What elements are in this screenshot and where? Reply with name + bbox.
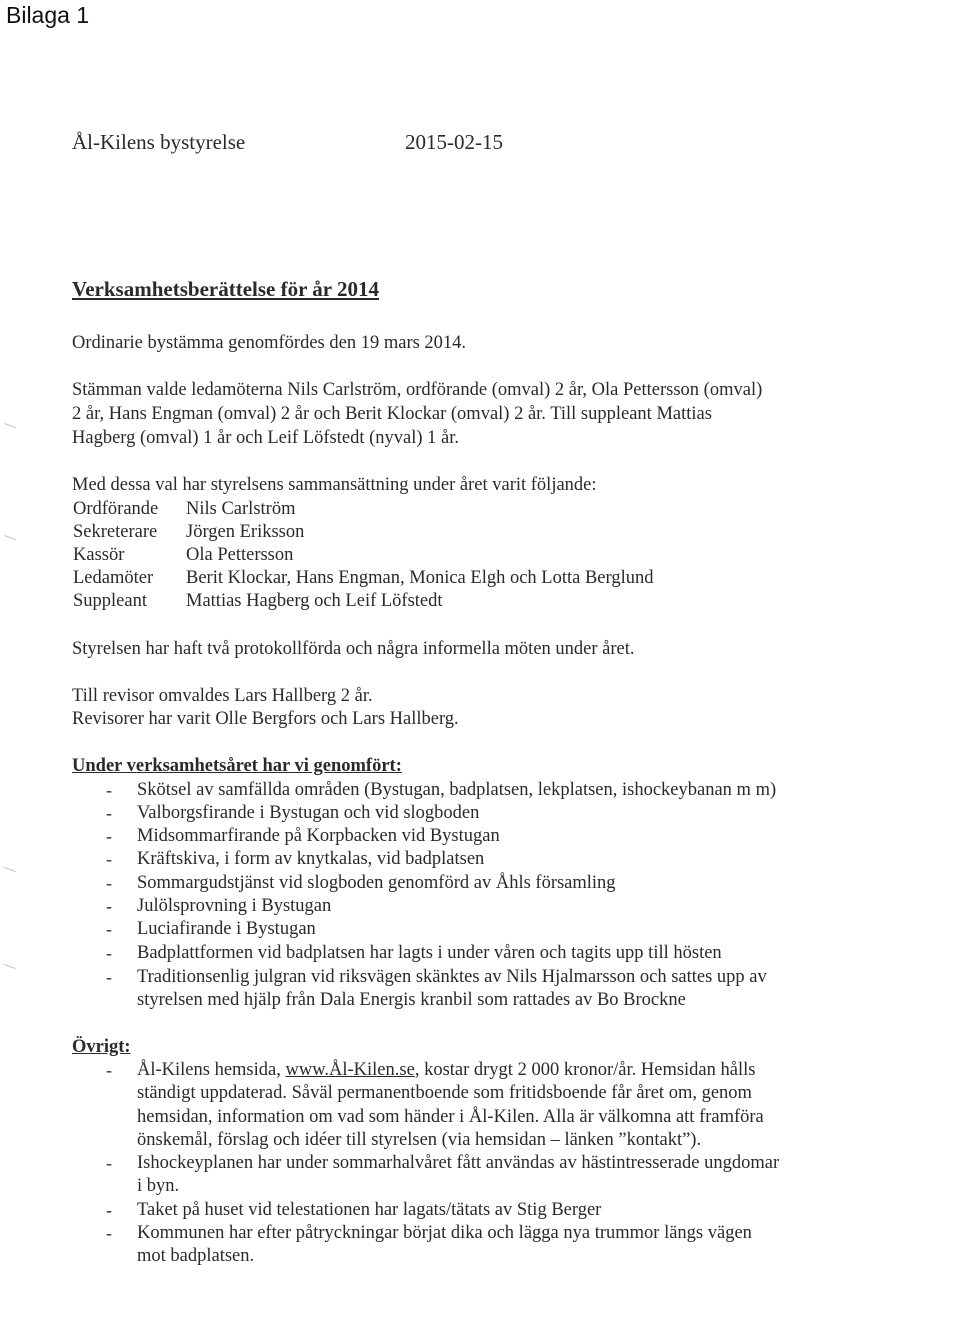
board-role: Kassör [73, 545, 125, 565]
ditch-item-continued: mot badplatsen. [137, 1246, 255, 1266]
scan-edge-mark [4, 867, 16, 872]
list-bullet: - [106, 1060, 112, 1080]
list-bullet: - [106, 967, 112, 987]
scan-edge-mark [4, 535, 16, 540]
board-role: Ordförande [73, 499, 159, 519]
board-member: Ola Pettersson [186, 545, 294, 565]
website-item-continued: hemsidan, information om vad som händer i Ål-Kilen. Alla är välkomna att framföra [137, 1107, 764, 1127]
board-member: Jörgen Eriksson [186, 522, 305, 542]
website-link[interactable]: www.Ål-Kilen.se [285, 1060, 415, 1080]
board-member: Nils Carlström [186, 499, 296, 519]
election-line: Stämman valde ledamöterna Nils Carlström, ordförande (omval) 2 år, Ola Pettersson (omval) [72, 380, 763, 400]
election-line: 2 år, Hans Engman (omval) 2 år och Berit Klockar (omval) 2 år. Till suppleant Mattias [72, 404, 712, 424]
list-bullet: - [106, 919, 112, 939]
scan-edge-mark [4, 423, 16, 428]
board-role: Sekreterare [73, 522, 158, 542]
activity-item: Skötsel av samfällda områden (Bystugan, badplatsen, lekplatsen, ishockeybanan m m) [137, 780, 777, 800]
activities-heading: Under verksamhetsåret har vi genomfört: [72, 756, 402, 776]
activity-item-continued: styrelsen med hjälp från Dala Energis kranbil som rattades av Bo Brockne [137, 990, 686, 1010]
list-bullet: - [106, 780, 112, 800]
list-bullet: - [106, 803, 112, 823]
website-item-continued: ständigt uppdaterad. Såväl permanentboende som fritidsboende får året om, genom [137, 1083, 752, 1103]
list-bullet: - [106, 1153, 112, 1173]
board-role: Suppleant [73, 591, 147, 611]
hockey-item: Ishockeyplanen har under sommarhalvåret fått användas av hästintresserade ungdomar [137, 1153, 780, 1173]
ditch-item: Kommunen har efter påtryckningar börjat dika och lägga nya trummor längs vägen [137, 1223, 752, 1243]
list-bullet: - [106, 1200, 112, 1220]
meetings-text: Styrelsen har haft två protokollförda och några informella möten under året. [72, 639, 635, 659]
activity-item: Luciafirande i Bystugan [137, 919, 316, 939]
list-bullet: - [106, 896, 112, 916]
hockey-item-continued: i byn. [137, 1176, 180, 1196]
activity-item: Kräftskiva, i form av knytkalas, vid badplatsen [137, 849, 485, 869]
roof-item: Taket på huset vid telestationen har lagats/tätats av Stig Berger [137, 1200, 602, 1220]
activity-item: Valborgsfirande i Bystugan och vid slogboden [137, 803, 480, 823]
board-member: Mattias Hagberg och Leif Löfstedt [186, 591, 443, 611]
auditor-line: Revisorer har varit Olle Bergfors och Lars Hallberg. [72, 709, 459, 729]
activity-item: Traditionsenlig julgran vid riksvägen skänktes av Nils Hjalmarsson och sattes upp av [137, 967, 767, 987]
board-member: Berit Klockar, Hans Engman, Monica Elgh och Lotta Berglund [186, 568, 654, 588]
other-heading: Övrigt: [72, 1037, 131, 1057]
intro-text: Ordinarie bystämma genomfördes den 19 mars 2014. [72, 333, 467, 353]
board-role: Ledamöter [73, 568, 154, 588]
activity-item: Midsommarfirande på Korpbacken vid Bystugan [137, 826, 500, 846]
scan-edge-mark [4, 964, 16, 969]
activity-item: Sommargudstjänst vid slogboden genomförd av Åhls församling [137, 873, 616, 893]
election-line: Hagberg (omval) 1 år och Leif Löfstedt (nyval) 1 år. [72, 428, 459, 448]
auditor-line: Till revisor omvaldes Lars Hallberg 2 år. [72, 686, 373, 706]
organization-name: Ål-Kilens bystyrelse [72, 130, 246, 154]
website-text: Ål-Kilens hemsida, [137, 1060, 286, 1080]
list-bullet: - [106, 943, 112, 963]
document-date: 2015-02-15 [405, 130, 503, 154]
attachment-label: Bilaga 1 [6, 2, 90, 28]
list-bullet: - [106, 1223, 112, 1243]
board-intro: Med dessa val har styrelsens sammansättning under året varit följande: [72, 475, 597, 495]
activity-item: Badplattformen vid badplatsen har lagts i under våren och tagits upp till hösten [137, 943, 722, 963]
list-bullet: - [106, 826, 112, 846]
website-item-continued: önskemål, förslag och idéer till styrelsen (via hemsidan – länken ”kontakt”). [137, 1130, 702, 1150]
website-text: , kostar drygt 2 000 kronor/år. Hemsidan hålls [414, 1060, 756, 1080]
list-bullet: - [106, 873, 112, 893]
website-item [137, 1059, 755, 1082]
document-title: Verksamhetsberättelse för år 2014 [72, 277, 379, 301]
activity-item: Julölsprovning i Bystugan [137, 896, 332, 916]
list-bullet: - [106, 849, 112, 869]
